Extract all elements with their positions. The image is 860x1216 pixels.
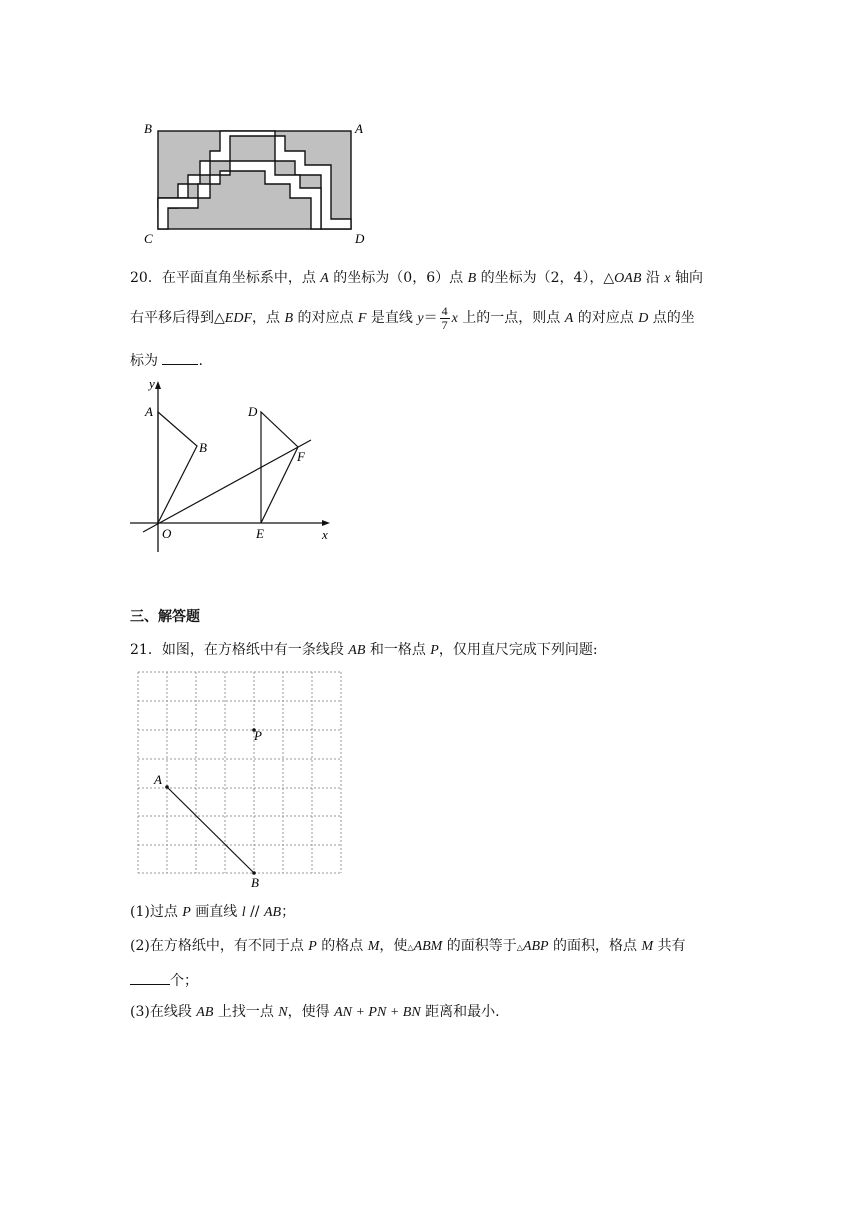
label-B: B [144, 121, 152, 136]
label-O: O [162, 526, 172, 541]
label-A: A [154, 772, 162, 787]
figure-19-path-diagram [140, 118, 370, 248]
triangle-OAB [158, 412, 197, 523]
point-A [165, 785, 169, 789]
label-x-axis: x [322, 527, 328, 542]
label-F: F [297, 449, 305, 464]
q20-line-3: 标为 . [130, 350, 203, 371]
answer-blank-q21[interactable] [130, 970, 170, 985]
q20-line-1: 20．在平面直角坐标系中，点 A 的坐标为（0，6）点 B 的坐标为（2，4），△OAB 沿 x 轴向 [130, 270, 703, 286]
label-B: B [199, 440, 207, 455]
triangle-symbol: △ [516, 943, 523, 952]
figure-20-coordinate-diagram [125, 372, 345, 557]
section-heading: 三、解答题 [130, 609, 200, 625]
q21-part-2: (2)在方格纸中，有不同于点 P 的格点 M，使△ABM 的面积等于△ABP 的面积，格点 M 共有 [130, 938, 686, 954]
answer-blank-q20[interactable] [162, 350, 198, 365]
label-y-axis: y [149, 376, 155, 391]
q21-part-2-continued: 个； [130, 970, 198, 991]
q21-intro: 21．如图，在方格纸中有一条线段 AB 和一格点 P，仅用直尺完成下列问题: [130, 642, 598, 658]
label-C: C [144, 231, 153, 246]
triangle-symbol: △ [407, 943, 414, 952]
q20-number: 20． [130, 270, 162, 286]
grid-lines [138, 672, 341, 873]
fraction-4-7: $\frac{4}{7}$ [441, 303, 448, 332]
label-A: A [145, 404, 153, 419]
triangle-EDF [261, 412, 298, 523]
q21-part-3: (3)在线段 AB 上找一点 N，使得 AN + PN + BN 距离和最小. [130, 1004, 500, 1020]
grid-paper-figure [130, 666, 350, 891]
label-E: E [256, 526, 264, 541]
label-A: A [355, 121, 363, 136]
x-axis-arrow [322, 520, 330, 526]
line-y-equals-4-7-x [143, 440, 311, 532]
label-P: P [254, 728, 262, 743]
q21-part-1: (1)过点 P 画直线 l // AB； [130, 904, 296, 920]
q21-number: 21． [130, 642, 162, 658]
y-axis-arrow [155, 381, 161, 389]
label-B: B [251, 875, 259, 890]
q20-line-2: 右平移后得到△EDF，点 B 的对应点 F 是直线 y＝ $\frac{4}{7}$ x 上的一点，则点 A 的对应点 D 点的坐 [130, 303, 695, 332]
segment-AB [167, 787, 254, 873]
label-D: D [355, 231, 365, 246]
label-D: D [248, 404, 258, 419]
